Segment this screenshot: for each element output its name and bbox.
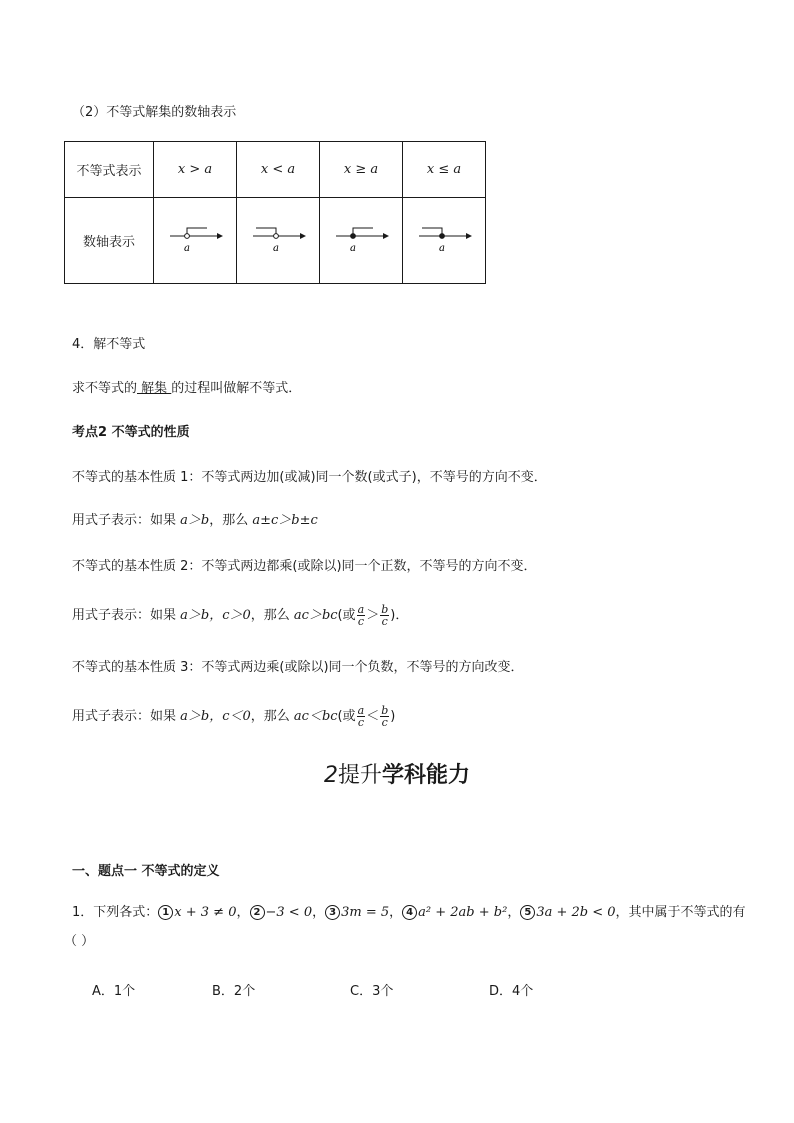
prop1-cond: a＞b <box>180 513 210 528</box>
axis-label: a <box>273 242 279 254</box>
prop3-frac-a <box>357 705 366 728</box>
prop3-frac-b <box>380 705 389 728</box>
prop1-expr <box>72 511 318 531</box>
option-a[interactable]: A．1个 <box>92 984 136 999</box>
row-label-inequality: 不等式表示 <box>65 142 154 198</box>
numberline-ge-graphic <box>331 222 391 256</box>
numberline-ge <box>320 198 403 284</box>
frac-denominator: c <box>381 716 388 729</box>
item4-text-before: 求不等式的 <box>72 381 138 396</box>
prop3-op: ＜ <box>366 709 380 724</box>
frac-denominator: c <box>357 615 364 628</box>
ineq-gt: x > a <box>154 142 237 198</box>
circled-number: 3 <box>325 905 340 920</box>
prop1-text: 不等式的基本性质 1：不等式两边加(或减)同一个数(或式子)，不等号的方向不变． <box>72 470 547 485</box>
option-d[interactable]: D．4个 <box>489 984 534 999</box>
item4-title: 4．解不等式 <box>72 337 146 352</box>
circled-number: 1 <box>158 905 173 920</box>
prop3-result: ac＜bc <box>293 709 338 724</box>
numberline-le-graphic <box>414 222 474 256</box>
numberline-table <box>64 141 486 284</box>
question1-prefix: 1．下列各式： <box>72 905 159 920</box>
question1-expr: x + 3 ≠ 0 <box>174 905 237 920</box>
question1-paren: （ ） <box>64 934 95 949</box>
ineq-ge: x ≥ a <box>320 142 403 198</box>
prop1-result: a±c＞b±c <box>252 513 318 528</box>
frac-numerator: a <box>357 704 365 717</box>
item4-text-after: 的过程叫做解不等式． <box>171 381 302 396</box>
prop2-frac-b <box>380 604 389 627</box>
separator: ， <box>507 905 521 920</box>
option-c[interactable]: C．3个 <box>350 984 394 999</box>
section-title-bold: 学科能力 <box>382 763 471 788</box>
numberline-gt <box>154 198 237 284</box>
prop3-expr <box>72 705 395 728</box>
prop2-open: (或 <box>337 608 356 623</box>
prop1-prefix: 用式子表示：如果 <box>72 513 181 528</box>
topic1-title: 一、题点一 不等式的定义 <box>72 864 220 879</box>
prop2-frac-a <box>357 604 366 627</box>
frac-numerator: a <box>357 603 365 616</box>
separator: ， <box>312 905 326 920</box>
prop3-mid: ，那么 <box>250 709 294 724</box>
question1-expr: −3 < 0 <box>265 905 313 920</box>
item4-text <box>72 379 301 399</box>
axis-label: a <box>439 242 445 254</box>
ineq-lt: x < a <box>237 142 320 198</box>
numberline-heading: （2）不等式解集的数轴表示 <box>72 105 237 120</box>
question1-expr: 3m = 5 <box>341 905 390 920</box>
prop2-cond: a＞b，c＞0 <box>180 608 251 623</box>
circled-number: 4 <box>402 905 417 920</box>
section-number: 2 <box>323 763 338 788</box>
section-title <box>0 758 794 789</box>
prop3-close: ) <box>390 709 396 724</box>
question1-expr: a² + 2ab + b² <box>418 905 508 920</box>
prop2-expr <box>72 604 408 627</box>
prop2-op: ＞ <box>366 608 380 623</box>
question1-stem <box>72 903 746 923</box>
circled-number: 2 <box>250 905 265 920</box>
frac-denominator: c <box>357 716 364 729</box>
separator: ， <box>389 905 403 920</box>
prop2-text: 不等式的基本性质 2：不等式两边都乘(或除以)同一个正数，不等号的方向不变． <box>72 559 537 574</box>
option-b[interactable]: B．2个 <box>212 984 256 999</box>
frac-numerator: b <box>381 704 389 717</box>
axis-label: a <box>184 242 190 254</box>
prop2-result: ac＞bc <box>293 608 338 623</box>
ineq-le: x ≤ a <box>403 142 486 198</box>
frac-denominator: c <box>381 615 388 628</box>
frac-numerator: b <box>381 603 389 616</box>
prop2-prefix: 用式子表示：如果 <box>72 608 181 623</box>
section-title-light: 提升 <box>337 763 382 788</box>
question1-suffix: ，其中属于不等式的有 <box>615 905 746 920</box>
prop2-mid: ，那么 <box>250 608 294 623</box>
numberline-lt <box>237 198 320 284</box>
numberline-lt-graphic <box>248 222 308 256</box>
numberline-gt-graphic <box>165 222 225 256</box>
kaodian2-title: 考点2 不等式的性质 <box>72 425 190 440</box>
prop3-text: 不等式的基本性质 3：不等式两边乘(或除以)同一个负数，不等号的方向改变． <box>72 660 524 675</box>
question1-expr: 3a + 2b < 0 <box>536 905 616 920</box>
prop3-cond: a＞b，c＜0 <box>180 709 251 724</box>
axis-label: a <box>350 242 356 254</box>
prop3-prefix: 用式子表示：如果 <box>72 709 181 724</box>
item4-term: 解集 <box>137 381 172 396</box>
prop3-open: (或 <box>337 709 356 724</box>
circled-number: 5 <box>520 905 535 920</box>
prop1-mid: ，那么 <box>209 513 253 528</box>
numberline-le <box>403 198 486 284</box>
row-label-numberline: 数轴表示 <box>65 198 154 284</box>
prop2-close: )． <box>390 608 409 623</box>
separator: ， <box>236 905 250 920</box>
